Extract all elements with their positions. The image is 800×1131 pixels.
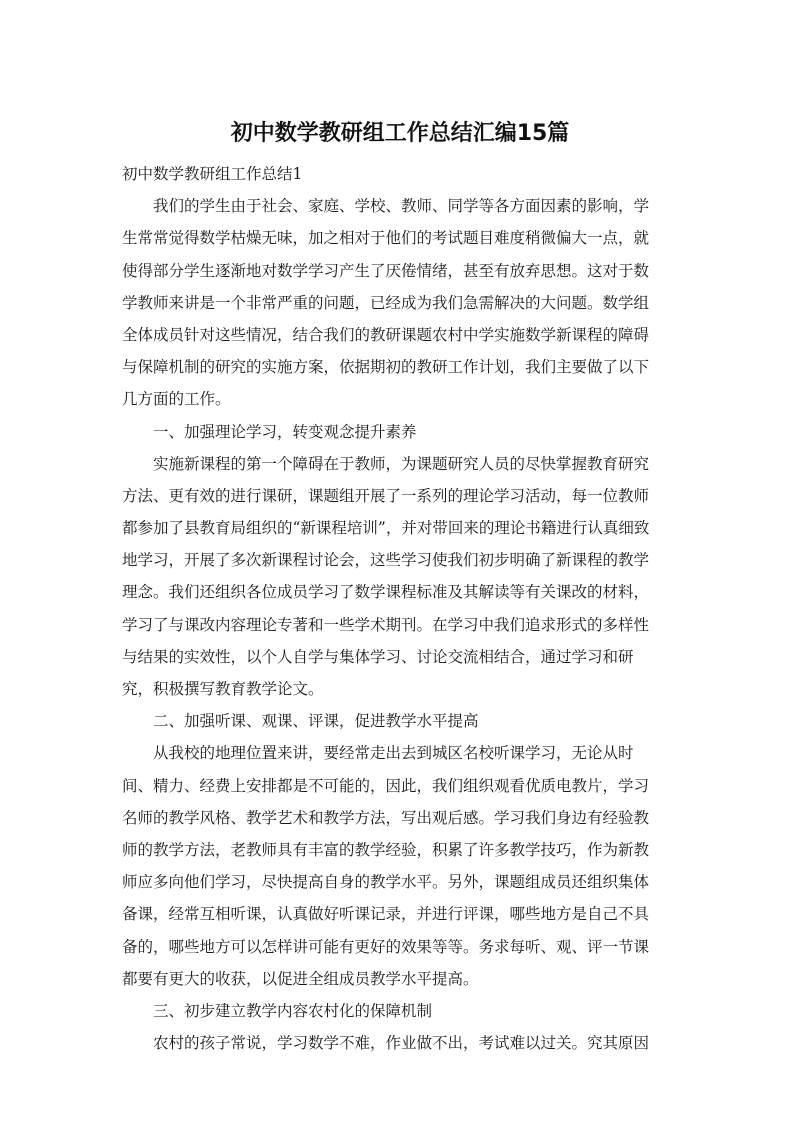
text-line: 三、初步建立教学内容农村化的保障机制 bbox=[153, 1001, 433, 1020]
text-line: 从我校的地理位置来讲，要经常走出去到城区名校听课学习，无论从时 bbox=[153, 744, 634, 763]
document-title: 初中数学教研组工作总结汇编15篇 bbox=[230, 121, 570, 146]
text-line: 备课，经常互相听课，认真做好听课记录，并进行评课，哪些地方是自己不具 bbox=[122, 905, 650, 924]
text-line: 初中数学教研组工作总结1 bbox=[122, 165, 303, 183]
text-line: 间、精力、经费上安排都是不可能的，因此，我们组织观看优质电教片，学习 bbox=[122, 776, 650, 795]
text-line: 实施新课程的第一个障碍在于教师，为课题研究人员的尽快掌握教育研究 bbox=[153, 454, 650, 473]
text-line: 生常常觉得数学枯燥无味，加之相对于他们的考试题目难度稍微偏大一点，就 bbox=[122, 229, 650, 248]
text-line: 全体成员针对这些情况，结合我们的教研课题农村中学实施数学新课程的障碍 bbox=[122, 325, 650, 344]
text-line: 学教师来讲是一个非常严重的问题，已经成为我们急需解决的大问题。数学组 bbox=[122, 293, 650, 312]
text-line: 二、加强听课、观课、评课，促进教学水平提高 bbox=[153, 712, 479, 731]
text-line: 方法、更有效的进行课研，课题组开展了一系列的理论学习活动，每一位教师 bbox=[122, 486, 650, 505]
text-line: 使得部分学生逐渐地对数学学习产生了厌倦情绪，甚至有放弃思想。这对于数 bbox=[122, 261, 650, 280]
text-line: 师应多向他们学习，尽快提高自身的教学水平。另外，课题组成员还组织集体 bbox=[122, 873, 650, 892]
text-line: 理念。我们还组织各位成员学习了数学课程标准及其解读等有关课改的材料， bbox=[122, 583, 650, 602]
text-line: 都参加了县教育局组织的“新课程培训”，并对带回来的理论书籍进行认真细致 bbox=[122, 519, 650, 538]
document-body bbox=[122, 158, 682, 1059]
text-line: 备的，哪些地方可以怎样讲可能有更好的效果等等。务求每听、观、评一节课 bbox=[122, 937, 650, 956]
text-line: 与保障机制的研究的实施方案，依据期初的教研工作计划，我们主要做了以下 bbox=[122, 358, 650, 377]
text-line: 农村的孩子常说，学习数学不难，作业做不出，考试难以过关。究其原因 bbox=[153, 1034, 650, 1053]
text-line: 师的教学方法，老教师具有丰富的教学经验，积累了许多教学技巧，作为新教 bbox=[122, 840, 650, 859]
text-line: 几方面的工作。 bbox=[122, 390, 231, 409]
text-line: 究，积极撰写教育教学论文。 bbox=[122, 680, 324, 698]
text-line: 与结果的实效性，以个人自学与集体学习、讨论交流相结合，通过学习和研 bbox=[122, 647, 634, 666]
text-line: 我们的学生由于社会、家庭、学校、教师、同学等各方面因素的影响，学 bbox=[153, 197, 650, 216]
text-line: 一、加强理论学习，转变观念提升素养 bbox=[153, 422, 417, 441]
text-line: 地学习，开展了多次新课程讨论会，这些学习使我们初步明确了新课程的教学 bbox=[122, 551, 650, 570]
text-line: 名师的教学风格、教学艺术和教学方法，写出观后感。学习我们身边有经验教 bbox=[122, 808, 650, 827]
text-line: 学习了与课改内容理论专著和一些学术期刊。在学习中我们追求形式的多样性 bbox=[122, 615, 650, 634]
text-line: 都要有更大的收获，以促进全组成员教学水平提高。 bbox=[122, 969, 479, 988]
